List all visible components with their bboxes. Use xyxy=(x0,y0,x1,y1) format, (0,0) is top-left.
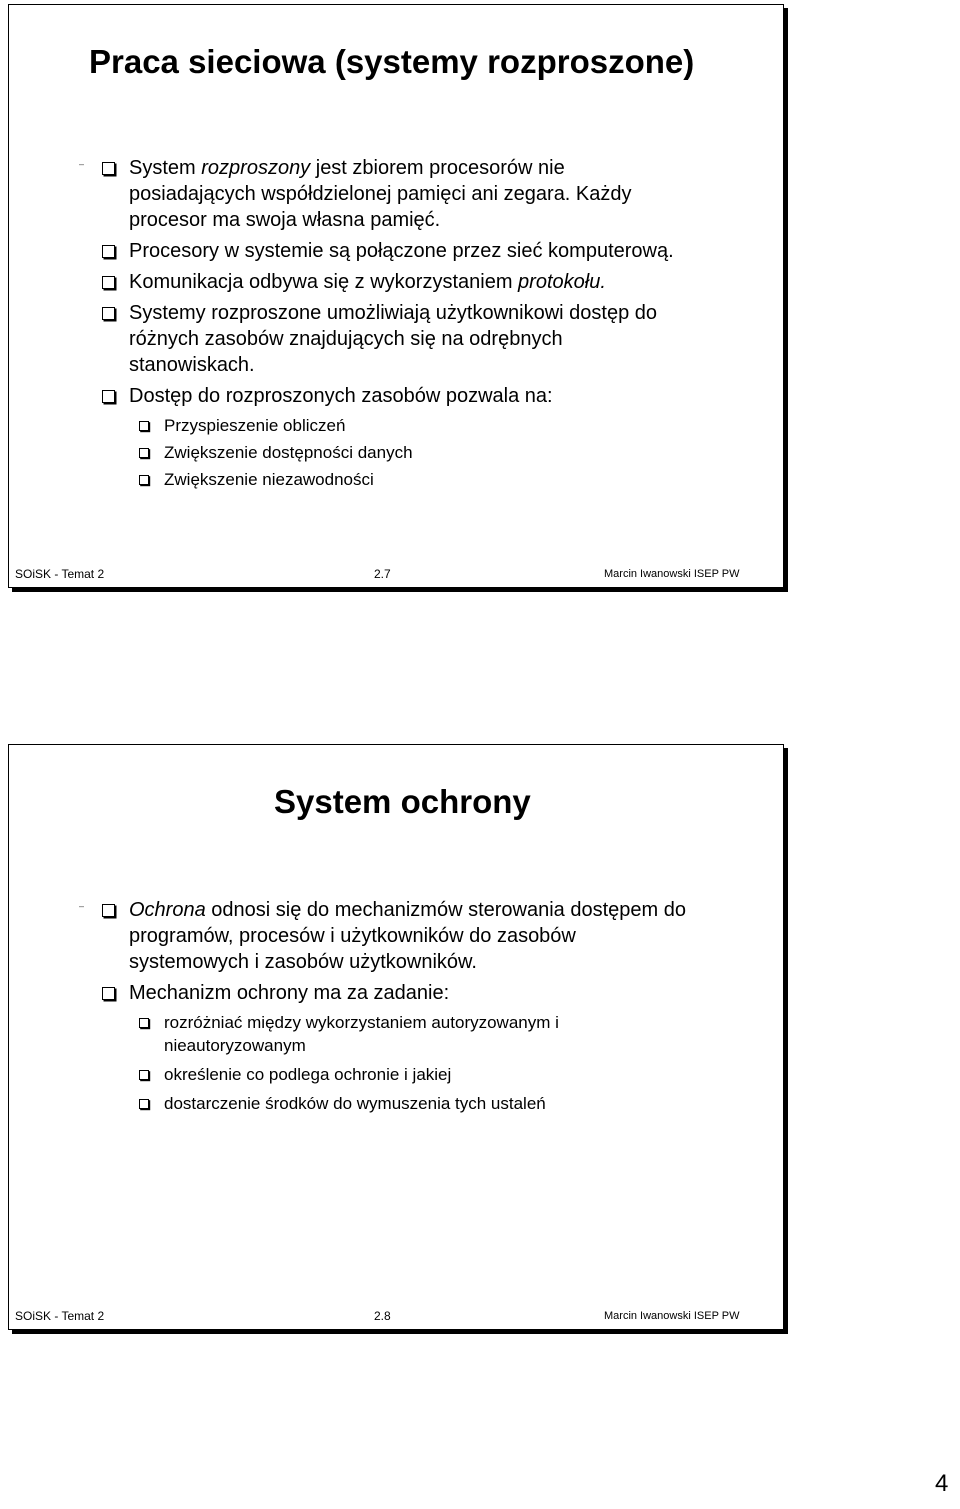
footer-slide-number: 2.7 xyxy=(374,567,391,581)
bullet-item: Systemy rozproszone umożliwiają użytkownikowi dostęp do różnych zasobów znajdujących się na odrębnych stanowiskach. xyxy=(99,300,689,378)
sub-bullet-item: Przyspieszenie obliczeń xyxy=(99,414,689,437)
slide-title: System ochrony xyxy=(274,783,531,820)
slide-title: Praca sieciowa (systemy rozproszone) xyxy=(89,43,695,80)
bullet-item: System rozproszony jest zbiorem procesorów nie posiadających współdzielonej pamięci ani zegara. Każdy procesor ma swoja własna pamięć. xyxy=(99,155,689,233)
slide-2-8 xyxy=(8,744,784,1330)
checkbox-bullet-icon xyxy=(102,390,115,403)
footer-author: Marcin Iwanowski ISEP PW xyxy=(604,1310,740,1322)
footer-author: Marcin Iwanowski ISEP PW xyxy=(604,568,740,580)
slide-content xyxy=(99,897,689,1119)
bullet-item: Dostęp do rozproszonych zasobów pozwala na: xyxy=(99,383,689,409)
bullet-item: Procesory w systemie są połączone przez sieć komputerową. xyxy=(99,238,689,264)
checkbox-bullet-icon xyxy=(139,1070,149,1080)
slide-content xyxy=(99,155,689,495)
footer-slide-number: 2.8 xyxy=(374,1309,391,1323)
page-number: 4 xyxy=(935,1470,949,1497)
checkbox-bullet-icon xyxy=(102,245,115,258)
checkbox-bullet-icon xyxy=(139,421,149,431)
sub-bullet-item: określenie co podlega ochronie i jakiej xyxy=(99,1063,689,1086)
sub-bullet-item: Zwiększenie niezawodności xyxy=(99,468,689,491)
footer-course: SOiSK - Temat 2 xyxy=(15,1309,105,1323)
checkbox-bullet-icon xyxy=(102,307,115,320)
checkbox-bullet-icon xyxy=(139,1018,149,1028)
bullet-item: Ochrona odnosi się do mechanizmów sterowania dostępem do programów, procesów i użytkowników do zasobów systemowych i zasobów użytkowników. xyxy=(99,897,689,975)
checkbox-bullet-icon xyxy=(139,1099,149,1109)
level-marker: – xyxy=(79,159,85,169)
footer-course: SOiSK - Temat 2 xyxy=(15,567,105,581)
sub-bullet-item: rozróżniać między wykorzystaniem autoryzowanym i nieautoryzowanym xyxy=(99,1011,689,1057)
bullet-item: Komunikacja odbywa się z wykorzystaniem protokołu. xyxy=(99,269,689,295)
level-marker: – xyxy=(79,901,85,911)
slide-2-7 xyxy=(8,4,784,588)
sub-bullet-item: dostarczenie środków do wymuszenia tych ustaleń xyxy=(99,1092,689,1115)
checkbox-bullet-icon xyxy=(102,904,115,917)
checkbox-bullet-icon xyxy=(139,448,149,458)
checkbox-bullet-icon xyxy=(102,987,115,1000)
checkbox-bullet-icon xyxy=(102,276,115,289)
sub-bullet-item: Zwiększenie dostępności danych xyxy=(99,441,689,464)
checkbox-bullet-icon xyxy=(102,162,115,175)
bullet-item: Mechanizm ochrony ma za zadanie: xyxy=(99,980,689,1006)
checkbox-bullet-icon xyxy=(139,475,149,485)
